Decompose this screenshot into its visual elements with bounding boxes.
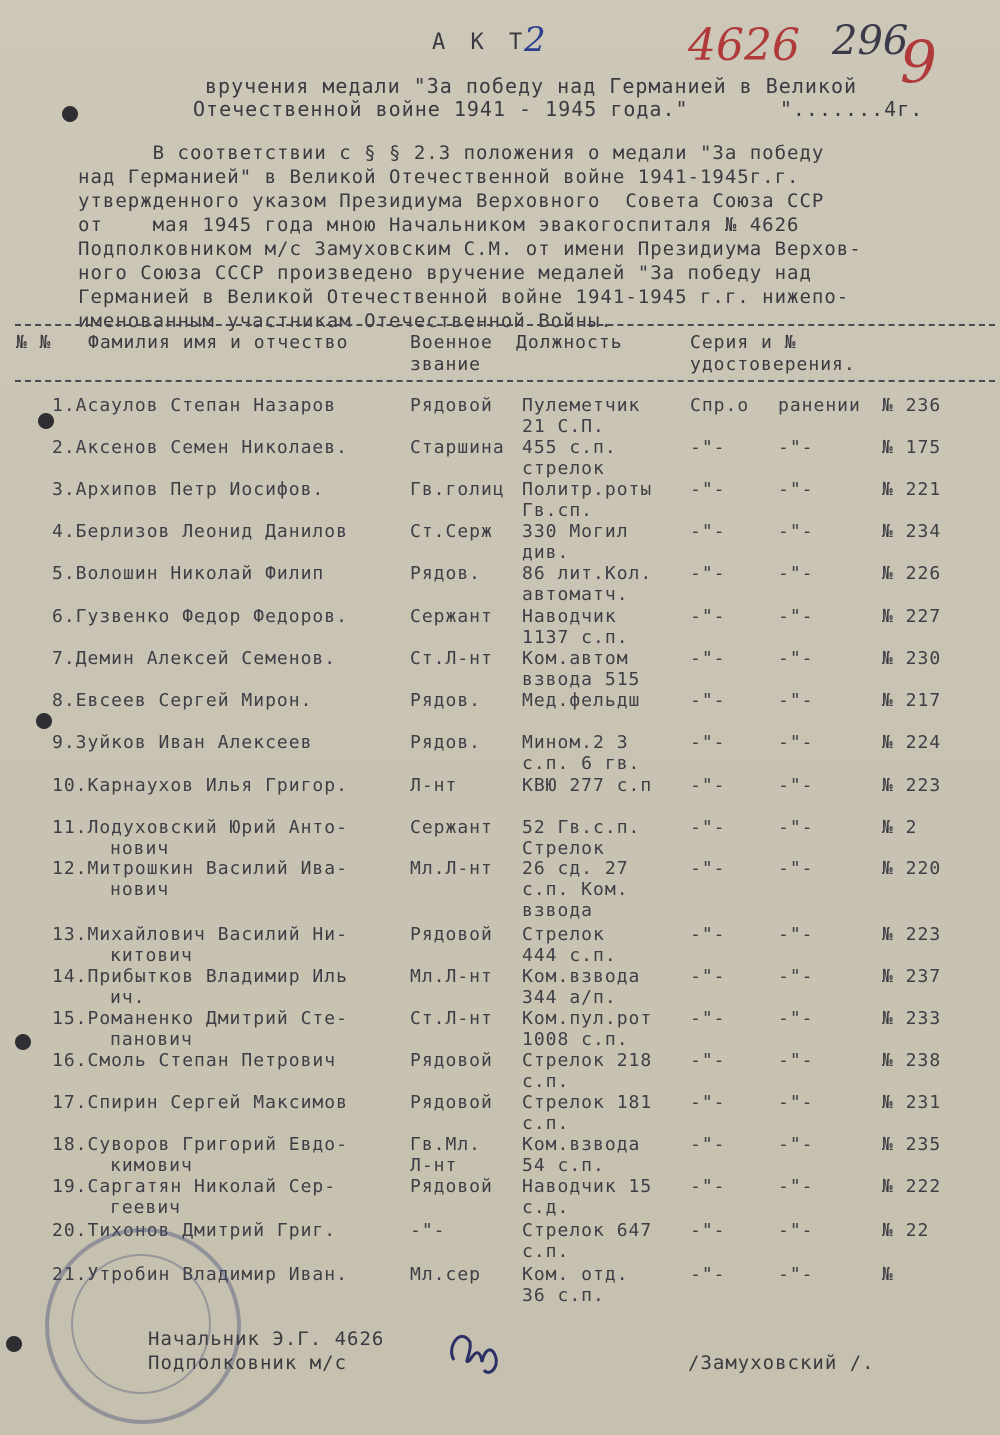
row-name: 10.Карнаухов Илья Григор. xyxy=(52,775,348,796)
row-name: 2.Аксенов Семен Николаев. xyxy=(52,437,348,458)
row-position: див. xyxy=(522,542,570,563)
row-doc-type: -"- xyxy=(778,479,814,500)
row-doc-type: -"- xyxy=(778,521,814,542)
row-doc-type: -"- xyxy=(778,1092,814,1113)
row-name: 15.Романенко Дмитрий Сте- xyxy=(52,1008,348,1029)
row-name: нович xyxy=(110,838,170,859)
row-position: 54 с.п. xyxy=(522,1155,605,1176)
title-line-2: Отечественной войне 1941 - 1945 года." ".......4г. xyxy=(193,97,924,121)
row-position: Гв.сп. xyxy=(522,500,594,521)
row-position: Мед.фельдш xyxy=(522,690,641,711)
body-line: от мая 1945 года мною Начальником эвакогоспиталя № 4626 xyxy=(78,214,800,236)
table-header-rule xyxy=(15,380,995,382)
row-rank: Сержант xyxy=(410,606,493,627)
row-position: 36 с.п. xyxy=(522,1285,605,1306)
row-position: Ком.пул.рот xyxy=(522,1008,653,1029)
body-line: Подполковником м/с Замуховским С.М. от имени Президиума Верхов- xyxy=(78,238,862,260)
row-doc-number: № 227 xyxy=(882,606,942,627)
row-doc-type: -"- xyxy=(778,1050,814,1071)
table-top-rule xyxy=(15,324,995,326)
row-doc-series: -"- xyxy=(690,690,726,711)
row-rank: Ст.Л-нт xyxy=(410,648,493,669)
row-name: 8.Евсеев Сергей Мирон. xyxy=(52,690,313,711)
title-line-1: вручения медали "За победу над Германией в Великой xyxy=(205,74,858,98)
row-rank: Л-нт xyxy=(410,1155,458,1176)
row-doc-number: № 230 xyxy=(882,648,942,669)
row-name: 12.Митрошкин Василий Ива- xyxy=(52,858,348,879)
body-line: именованным участникам Отечественной Войны. xyxy=(78,310,613,332)
row-position: 52 Гв.с.п. xyxy=(522,817,641,838)
row-doc-number: № xyxy=(882,1264,894,1285)
punch-hole-top xyxy=(62,106,78,122)
row-rank: Рядовой xyxy=(410,1176,493,1197)
row-position: Стрелок xyxy=(522,924,605,945)
row-name: 4.Берлизов Леонид Данилов xyxy=(52,521,348,542)
handwritten-signature xyxy=(440,1320,510,1380)
row-name: 16.Смоль Степан Петрович xyxy=(52,1050,337,1071)
row-doc-series: -"- xyxy=(690,479,726,500)
body-line: В соответствии с § § 2.3 положения о медали "За победу xyxy=(78,142,825,164)
row-doc-series: -"- xyxy=(690,858,726,879)
row-position: с.п. xyxy=(522,1241,570,1262)
row-position: Стрелок 647 xyxy=(522,1220,653,1241)
corner-mark-red: 9 xyxy=(900,28,937,96)
row-rank: Рядовой xyxy=(410,924,493,945)
row-doc-series: Спр.о xyxy=(690,395,750,416)
row-doc-series: -"- xyxy=(690,1264,726,1285)
row-name: 9.Зуйков Иван Алексеев xyxy=(52,732,313,753)
col-header-num: № № xyxy=(16,332,52,353)
row-position: 444 с.п. xyxy=(522,945,617,966)
row-rank: Старшина xyxy=(410,437,505,458)
row-rank: Рядовой xyxy=(410,395,493,416)
row-doc-number: № 221 xyxy=(882,479,942,500)
row-position: взвода 515 xyxy=(522,669,641,690)
row-doc-series: -"- xyxy=(690,1008,726,1029)
row-position: 330 Могил xyxy=(522,521,629,542)
row-name: 17.Спирин Сергей Максимов xyxy=(52,1092,348,1113)
col-header-doc: Серия и № удостоверения. xyxy=(690,332,856,375)
row-doc-series: -"- xyxy=(690,924,726,945)
document-title: А К Т xyxy=(432,30,529,55)
footer-rank-line: Подполковник м/с xyxy=(148,1352,348,1374)
row-doc-type: -"- xyxy=(778,690,814,711)
row-position: с.п. 6 гв. xyxy=(522,753,641,774)
row-doc-number: № 238 xyxy=(882,1050,942,1071)
row-doc-type: -"- xyxy=(778,732,814,753)
row-doc-number: № 222 xyxy=(882,1176,942,1197)
row-doc-type: -"- xyxy=(778,775,814,796)
row-doc-number: № 2 xyxy=(882,817,918,838)
row-position: Политр.роты xyxy=(522,479,653,500)
row-rank: Рядовой xyxy=(410,1050,493,1071)
row-doc-number: № 175 xyxy=(882,437,942,458)
row-name: 14.Прибытков Владимир Иль xyxy=(52,966,348,987)
row-doc-series: -"- xyxy=(690,775,726,796)
official-round-stamp xyxy=(45,1228,241,1424)
row-doc-type: -"- xyxy=(778,1134,814,1155)
row-rank: Гв.голиц xyxy=(410,479,505,500)
row-doc-type: -"- xyxy=(778,1220,814,1241)
row-doc-number: № 22 xyxy=(882,1220,930,1241)
punch-hole-lower xyxy=(15,1034,31,1050)
row-name: 18.Суворов Григорий Евдо- xyxy=(52,1134,348,1155)
body-line: над Германией" в Великой Отечественной войне 1941-1945г.г. xyxy=(78,166,800,188)
row-doc-series: -"- xyxy=(690,1092,726,1113)
row-position: 1137 с.п. xyxy=(522,627,629,648)
row-doc-type: -"- xyxy=(778,924,814,945)
row-doc-series: -"- xyxy=(690,1220,726,1241)
row-name: кимович xyxy=(110,1155,193,1176)
row-doc-series: -"- xyxy=(690,563,726,584)
row-doc-number: № 223 xyxy=(882,924,942,945)
row-doc-type: -"- xyxy=(778,966,814,987)
row-doc-number: № 235 xyxy=(882,1134,942,1155)
row-rank: Рядовой xyxy=(410,1092,493,1113)
row-position: Пулеметчик xyxy=(522,395,641,416)
row-doc-number: № 231 xyxy=(882,1092,942,1113)
row-position: с.п. Ком. xyxy=(522,879,629,900)
row-doc-series: -"- xyxy=(690,966,726,987)
row-position: Ком.автом xyxy=(522,648,629,669)
row-doc-series: -"- xyxy=(690,521,726,542)
footer-title-line: Начальник Э.Г. 4626 xyxy=(148,1328,385,1350)
row-doc-series: -"- xyxy=(690,817,726,838)
archive-number-blue: 296 xyxy=(832,18,909,64)
row-position: автоматч. xyxy=(522,584,629,605)
row-name: 21.Утробин Владимир Иван. xyxy=(52,1264,348,1285)
row-position: стрелок xyxy=(522,458,605,479)
row-rank: Л-нт xyxy=(410,775,458,796)
row-doc-number: № 217 xyxy=(882,690,942,711)
punch-hole-bottom xyxy=(6,1336,22,1352)
row-doc-number: № 220 xyxy=(882,858,942,879)
row-doc-series: -"- xyxy=(690,437,726,458)
row-doc-number: № 234 xyxy=(882,521,942,542)
row-doc-type: -"- xyxy=(778,817,814,838)
row-doc-number: № 237 xyxy=(882,966,942,987)
body-line: Германией в Великой Отечественной войне 1941-1945 г.г. нижепо- xyxy=(78,286,850,308)
row-position: Стрелок 218 xyxy=(522,1050,653,1071)
row-position: Ком. отд. xyxy=(522,1264,629,1285)
row-doc-type: -"- xyxy=(778,648,814,669)
body-line: утвержденного указом Президиума Верховного Совета Союза ССР xyxy=(78,190,825,212)
row-name: 1.Асаулов Степан Назаров xyxy=(52,395,337,416)
row-rank: Ст.Серж xyxy=(410,521,493,542)
body-line: ного Союза СССР произведено вручение медалей "За победу над xyxy=(78,262,812,284)
act-number-handwritten: 2 xyxy=(524,20,546,60)
row-position: с.п. xyxy=(522,1071,570,1092)
row-position: 455 с.п. xyxy=(522,437,617,458)
row-doc-number: № 236 xyxy=(882,395,942,416)
row-doc-type: -"- xyxy=(778,563,814,584)
row-position: взвода xyxy=(522,900,594,921)
row-position: 21 С.П. xyxy=(522,416,605,437)
row-position: КВЮ 277 с.п xyxy=(522,775,653,796)
row-rank: Мл.сер xyxy=(410,1264,482,1285)
row-name: 7.Демин Алексей Семенов. xyxy=(52,648,337,669)
row-position: 86 лит.Кол. xyxy=(522,563,653,584)
row-rank: Мл.Л-нт xyxy=(410,858,493,879)
row-doc-type: -"- xyxy=(778,437,814,458)
row-name: 6.Гузвенко Федор Федоров. xyxy=(52,606,348,627)
row-rank: Ст.Л-нт xyxy=(410,1008,493,1029)
row-position: с.п. xyxy=(522,1113,570,1134)
row-position: Стрелок xyxy=(522,838,605,859)
row-name: 11.Лодуховский Юрий Анто- xyxy=(52,817,348,838)
row-doc-number: № 233 xyxy=(882,1008,942,1029)
col-header-rank: Военное звание xyxy=(410,332,493,375)
row-doc-type: -"- xyxy=(778,1264,814,1285)
row-position: 344 а/п. xyxy=(522,987,617,1008)
row-name: 20.Тихонов Дмитрий Григ. xyxy=(52,1220,337,1241)
row-name: панович xyxy=(110,1029,193,1050)
row-doc-series: -"- xyxy=(690,1176,726,1197)
row-name: нович xyxy=(110,879,170,900)
row-rank: Сержант xyxy=(410,817,493,838)
row-position: Наводчик 15 xyxy=(522,1176,653,1197)
row-doc-series: -"- xyxy=(690,606,726,627)
row-position: 26 сд. 27 xyxy=(522,858,629,879)
row-name: 13.Михайлович Василий Ни- xyxy=(52,924,348,945)
row-doc-series: -"- xyxy=(690,648,726,669)
row-name: китович xyxy=(110,945,193,966)
col-header-name: Фамилия имя и отчество xyxy=(88,332,349,353)
row-doc-number: № 224 xyxy=(882,732,942,753)
punch-hole-mid xyxy=(36,713,52,729)
row-doc-type: -"- xyxy=(778,606,814,627)
row-doc-type: -"- xyxy=(778,1008,814,1029)
row-name: 3.Архипов Петр Иосифов. xyxy=(52,479,325,500)
row-rank: Рядов. xyxy=(410,563,482,584)
row-position: Мином.2 3 xyxy=(522,732,629,753)
row-rank: Рядов. xyxy=(410,732,482,753)
archive-number-red: 4626 xyxy=(688,20,800,71)
row-rank: -"- xyxy=(410,1220,446,1241)
row-doc-series: -"- xyxy=(690,1134,726,1155)
row-name: геевич xyxy=(110,1197,182,1218)
row-rank: Мл.Л-нт xyxy=(410,966,493,987)
row-doc-series: -"- xyxy=(690,1050,726,1071)
row-position: Ком.взвода xyxy=(522,966,641,987)
row-doc-type: -"- xyxy=(778,858,814,879)
row-position: Ком.взвода xyxy=(522,1134,641,1155)
row-position: с.д. xyxy=(522,1197,570,1218)
row-name: 19.Саргатян Николай Сер- xyxy=(52,1176,337,1197)
col-header-position: Должность xyxy=(516,332,623,353)
row-doc-type: ранении xyxy=(778,395,861,416)
row-doc-type: -"- xyxy=(778,1176,814,1197)
row-doc-number: № 226 xyxy=(882,563,942,584)
signature-name: /Замуховский /. xyxy=(688,1352,875,1374)
row-rank: Гв.Мл. xyxy=(410,1134,482,1155)
row-name: ич. xyxy=(110,987,146,1008)
row-position: Стрелок 181 xyxy=(522,1092,653,1113)
row-position: Наводчик xyxy=(522,606,617,627)
row-rank: Рядов. xyxy=(410,690,482,711)
row-doc-series: -"- xyxy=(690,732,726,753)
row-name: 5.Волошин Николай Филип xyxy=(52,563,325,584)
row-position: 1008 с.п. xyxy=(522,1029,629,1050)
row-doc-number: № 223 xyxy=(882,775,942,796)
